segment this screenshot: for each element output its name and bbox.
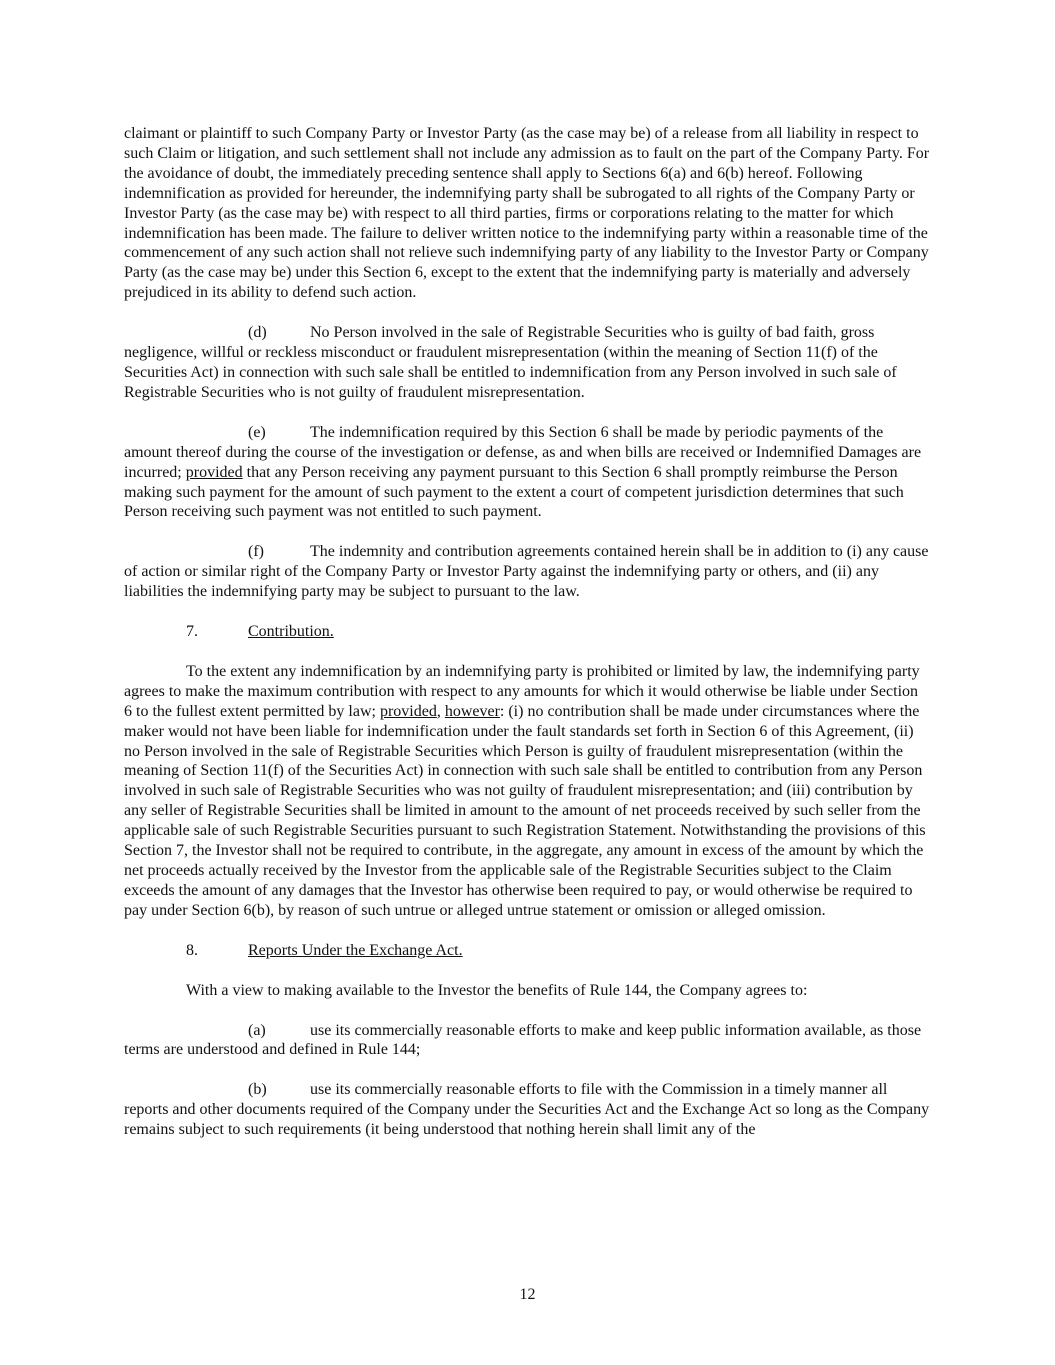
paragraph-d xyxy=(124,323,930,403)
section-8-paragraph-a-text: use its commercially reasonable efforts to make and keep public information available, as those terms are understood and defined in Rule 144; xyxy=(124,1021,922,1059)
section-7-heading xyxy=(186,622,930,642)
paragraph-e-label: (e) xyxy=(248,423,266,441)
document-page xyxy=(124,124,930,1160)
paragraph-d-label: (d) xyxy=(248,324,267,342)
page-number: 12 xyxy=(519,1286,536,1303)
paragraph-e-text-before: The indemnification required by this Section 6 shall be made by periodic payments of the amount thereof during the course of the investigation or defense, as and when bills are received or Indemnified Damages are incurred; xyxy=(124,423,922,481)
paragraph-e-text-after: that any Person receiving any payment pursuant to this Section 6 shall promptly reimburse the Person making such payment for the amount of such payment to the extent a court of competent jurisdiction determines that such Person receiving such payment was not entitled to such payment. xyxy=(124,463,904,521)
section-8-intro: With a view to making available to the Investor the benefits of Rule 144, the Company agrees to: xyxy=(186,981,808,999)
paragraph-e-provided: provided xyxy=(185,463,243,481)
paragraph-e xyxy=(124,423,930,523)
paragraph-f-text: The indemnity and contribution agreements contained herein shall be in addition to (i) any cause of action or similar right of the Company Party or Investor Party against the indemnifying party or others, and (ii) any liabilities the indemnifying party may be subject to pursuant to the law. xyxy=(124,543,929,601)
section-8-paragraph-b-text: use its commercially reasonable efforts to file with the Commission in a timely manner all reports and other documents required of the Company under the Securities Act and the Exchange Act so long as the Company remains subject to such requirements (it being understood that nothing herein shall limit any of the xyxy=(124,1081,930,1139)
section-7-body xyxy=(124,662,930,921)
section-7-text-after: : (i) no contribution shall be made under circumstances where the maker would not have been liable for indemnification under the fault standards set forth in Section 6 of this Agreement, (ii) no Person involved in the sale of Registrable Securities which Person is guilty of fraudulent misrepresentation (within the meaning of Section 11(f) of the Securities Act) in connection with such sale shall be entitled to contribution from any Person involved in such sale of Registrable Securities who was not guilty of fraudulent misrepresentation; and (iii) contribution by any seller of Registrable Securities shall be limited in amount to the amount of net proceeds received by such seller from the applicable sale of such Registrable Securities pursuant to such Registration Statement. Notwithstanding the provisions of this Section 7, the Investor shall not be required to contribute, in the aggregate, any amount in excess of the amount by which the net proceeds actually received by the Investor from the applicable sale of the Registrable Securities subject to the Claim exceeds the amount of any damages that the Investor has otherwise been required to pay, or would otherwise be required to pay under Section 6(b), by reason of such untrue or alleged untrue statement or omission or alleged omission. xyxy=(124,702,926,919)
section-8-paragraph-a-label: (a) xyxy=(248,1021,266,1039)
section-8-paragraph-a xyxy=(124,1021,930,1061)
section-8-title: Reports Under the Exchange Act. xyxy=(248,941,463,959)
section-7-number: 7. xyxy=(186,623,198,641)
paragraph-f-label: (f) xyxy=(248,543,264,561)
paragraph-d-text: No Person involved in the sale of Registrable Securities who is guilty of bad faith, gross negligence, willful or reckless misconduct or fraudulent misrepresentation (within the meaning of Section 11(f) of the Securities Act) in connection with such sale shall be entitled to indemnification from any Person involved in such sale of Registrable Securities who is not guilty of fraudulent misrepresentation. xyxy=(124,324,897,401)
section-7-text-before: To the extent any indemnification by an indemnifying party is prohibited or limited by law, the indemnifying party agrees to make the maximum contribution with respect to any amounts for which it would otherwise be liable under Section 6 to the fullest extent permitted by law; xyxy=(124,662,920,720)
section-7-provided: provided xyxy=(379,702,437,720)
section-7-separator: , xyxy=(436,702,445,720)
section-7-title: Contribution. xyxy=(248,623,334,641)
section-8-heading xyxy=(186,941,930,961)
section-8-number: 8. xyxy=(186,941,198,959)
section-7-however: however xyxy=(444,702,500,720)
section-8-paragraph-b xyxy=(124,1080,930,1140)
paragraph-f xyxy=(124,542,930,602)
continuation-paragraph: claimant or plaintiff to such Company Party or Investor Party (as the case may be) of a release from all liability in respect to such Claim or litigation, and such settlement shall not include any admission as to fault on the part of the Company Party. For the avoidance of doubt, the immediately preceding sentence shall apply to Sections 6(a) and 6(b) hereof. Following indemnification as provided for hereunder, the indemnifying party shall be subrogated to all rights of the Company Party or Investor Party (as the case may be) with respect to all third parties, firms or corporations relating to the matter for which indemnification has been made. The failure to deliver written notice to the indemnifying party within a reasonable time of the commencement of any such action shall not relieve such indemnifying party of any liability to the Investor Party or Company Party (as the case may be) under this Section 6, except to the extent that the indemnifying party is materially and adversely prejudiced in its ability to defend such action. xyxy=(124,125,930,302)
section-8-paragraph-b-label: (b) xyxy=(248,1081,267,1099)
